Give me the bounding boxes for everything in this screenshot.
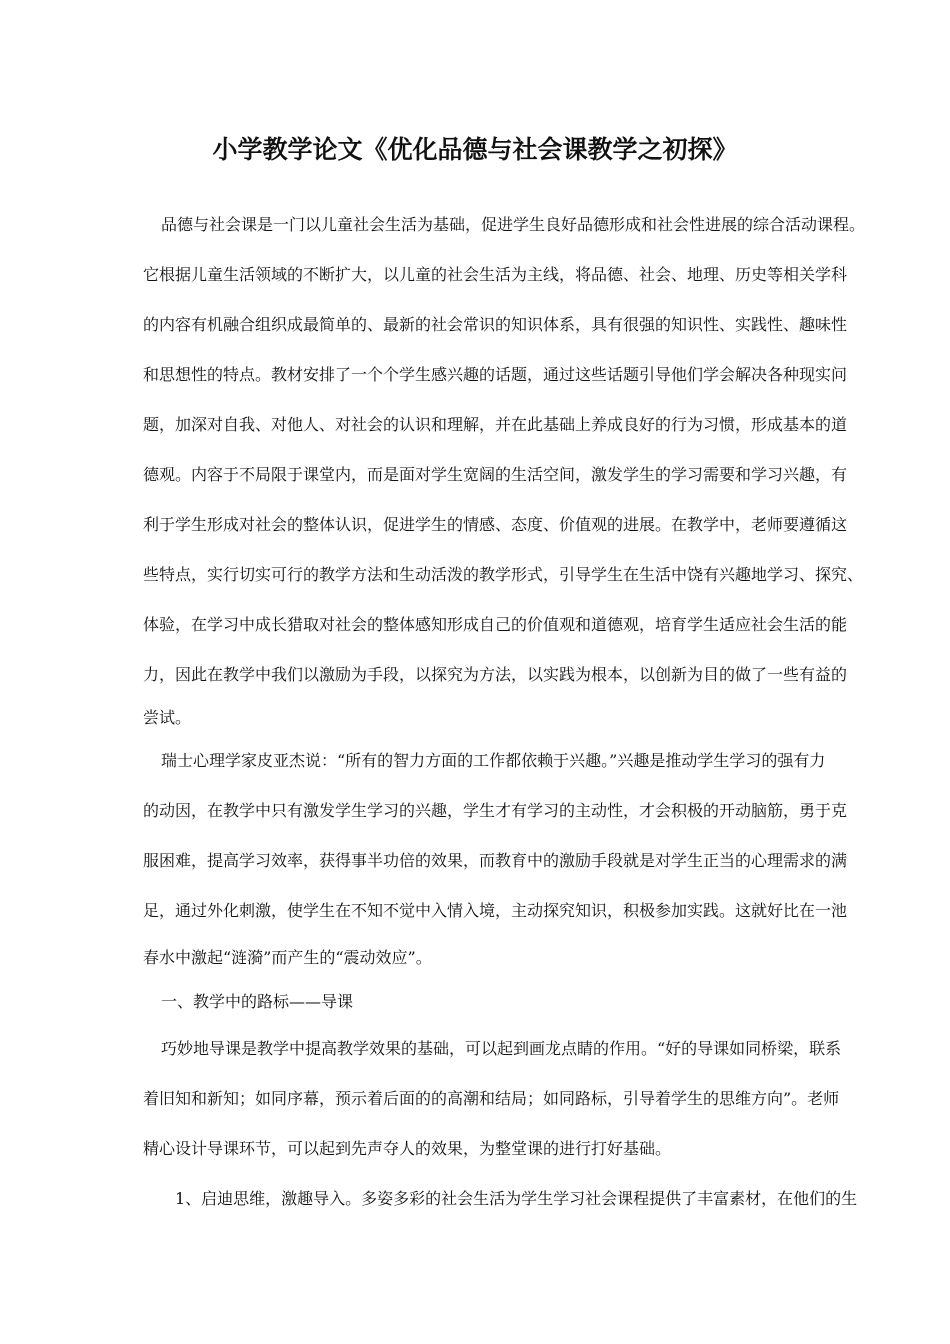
text-line: 题，加深对自我、对他人、对社会的认识和理解，并在此基础上养成良好的行为习惯，形成基本的道	[143, 415, 848, 434]
text-line: 巧妙地导课是教学中提高教学效果的基础，可以起到画龙点睛的作用。“好的导课如同桥梁，联系	[161, 1039, 842, 1058]
text-line: 足，通过外化刺激，使学生在不知不觉中入情入境，主动探究知识，积极参加实践。这就好比在一池	[143, 901, 848, 920]
document-title: 小学教学论文《优化品德与社会课教学之初探》	[212, 135, 738, 164]
text-line: 服困难，提高学习效率，获得事半功倍的效果，而教育中的激励手段就是对学生正当的心理需求的满	[143, 851, 848, 870]
text-line: 品德与社会课是一门以儿童社会生活为基础，促进学生良好品德形成和社会性进展的综合活动课程。	[161, 215, 866, 234]
text-line: 体验，在学习中成长猎取对社会的整体感知形成自己的价值观和道德观，培育学生适应社会生活的能	[143, 615, 848, 634]
text-line: 精心设计导课环节，可以起到先声夺人的效果，为整堂课的进行打好基础。	[143, 1139, 672, 1158]
text-line: 些特点，实行切实可行的教学方法和生动活泼的教学形式，引导学生在生活中饶有兴趣地学习、探究、	[143, 565, 864, 584]
text-line: 1、启迪思维，激趣导入。多姿多彩的社会生活为学生学习社会课程提供了丰富素材，在他们的生	[175, 1189, 858, 1208]
text-line: 和思想性的特点。教材安排了一个个学生感兴趣的话题，通过这些话题引导他们学会解决各种现实问	[143, 365, 848, 384]
text-line: 力，因此在教学中我们以激励为手段，以探究为方法，以实践为根本，以创新为目的做了一些有益的	[143, 665, 848, 684]
text-line: 德观。内容于不局限于课堂内，而是面对学生宽阔的生活空间，激发学生的学习需要和学习兴趣，有	[143, 465, 848, 484]
document-body	[143, 200, 903, 1224]
text-line: 春水中激起“涟漪”而产生的“震动效应”。	[143, 948, 432, 967]
text-line: 的动因，在教学中只有激发学生学习的兴趣，学生才有学习的主动性，才会积极的开动脑筋，勇于克	[143, 801, 848, 820]
text-line: 利于学生形成对社会的整体认识，促进学生的情感、态度、价值观的进展。在教学中，老师要遵循这	[143, 515, 848, 534]
section-heading: 一、教学中的路标——导课	[161, 992, 354, 1011]
text-line: 它根据儿童生活领域的不断扩大，以儿童的社会生活为主线，将品德、社会、地理、历史等相关学科	[143, 265, 848, 284]
text-line: 着旧知和新知；如同序幕，预示着后面的的高潮和结局；如同路标，引导着学生的思维方向”。老师	[143, 1089, 840, 1108]
text-line: 的内容有机融合组织成最简单的、最新的社会常识的知识体系，具有很强的知识性、实践性、趣味性	[143, 315, 848, 334]
text-line: 瑞士心理学家皮亚杰说：“所有的智力方面的工作都依赖于兴趣。”兴趣是推动学生学习的强有力	[161, 751, 826, 770]
text-line: 尝试。	[143, 708, 192, 727]
